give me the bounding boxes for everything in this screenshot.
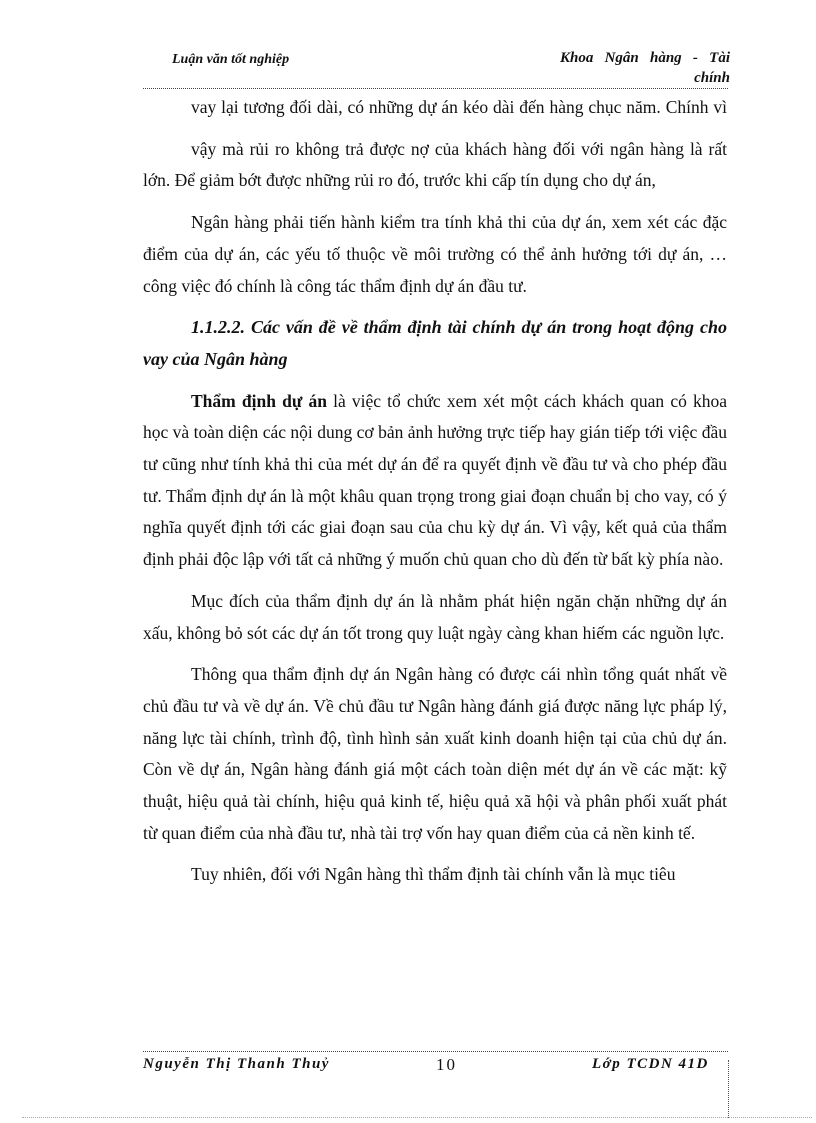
paragraph-7: Tuy nhiên, đối với Ngân hàng thì thẩm định tài chính vẫn là mục tiêu (191, 864, 676, 885)
page-number: 10 (436, 1055, 457, 1074)
header-right-title (560, 48, 730, 88)
paragraph-2: vậy mà rủi ro không trả được nợ của khách hàng đối với ngân hàng là rất lớn. Để giảm bớt được những rủi ro đó, trước khi cấp tín dụng cho dự án, (143, 138, 727, 191)
document-body (143, 92, 727, 891)
header-left-title: Luận văn tốt nghiệp (172, 52, 290, 67)
page-bottom-border (22, 1117, 812, 1118)
footer-class: Lớp TCDN 41D (592, 1056, 709, 1072)
footer-divider (143, 1051, 728, 1052)
paragraph-3: Ngân hàng phải tiến hành kiểm tra tính khả thi của dự án, xem xét các đặc điểm của dự án, các yếu tố thuộc về môi trường có thể ảnh hưởng tới dự án, … công việc đó chính là công tác thẩm định dự án đầu tư. (143, 212, 727, 296)
paragraph-6: Thông qua thẩm định dự án Ngân hàng có được cái nhìn tổng quát nhất về chủ đầu tư và về dự án. Về chủ đầu tư Ngân hàng đánh giá được năng lực pháp lý, năng lực tài chính, trình độ, tình hình sản xuất kinh doanh hiện tại của chủ dự án. Còn về dự án, Ngân hàng đánh giá một cách toàn diện mét dự án về các mặt: kỹ thuật, hiệu quả tài chính, hiệu quả kinh tế, hiệu quả xã hội và phân phối xuất phát từ quan điểm của nhà đầu tư, nhà tài trợ vốn hay quan điểm của cả nền kinh tế. (143, 664, 727, 843)
paragraph-4 (143, 386, 727, 576)
paragraph-5: Mục đích của thẩm định dự án là nhằm phát hiện ngăn chặn những dự án xấu, không bỏ sót các dự án tốt trong quy luật ngày càng khan hiếm các nguồn lực. (143, 590, 727, 643)
footer-author: Nguyễn Thị Thanh Thuỷ (143, 1056, 330, 1072)
section-heading: 1.1.2.2. Các vấn đề về thẩm định tài chính dự án trong hoạt động cho vay của Ngân hàng (143, 317, 727, 369)
header-right-line1: Khoa Ngân hàng - Tài (560, 50, 730, 66)
paragraph-4-text: là việc tổ chức xem xét một cách khách quan có khoa học và toàn diện các nội dung cơ bản ảnh hưởng trực tiếp hay gián tiếp tới việc đầu tư cũng như tính khả thi của mét dự án để ra quyết định về đầu tư và cho phép đầu tư. Thẩm định dự án là một khâu quan trọng trong giai đoạn chuẩn bị cho vay, có ý nghĩa quyết định tới các giai đoạn sau của chu kỳ dự án. Vì vậy, kết quả của thẩm định phải độc lập với tất cả những ý muốn chủ quan cho dù đến từ bất kỳ phía nào. (143, 390, 727, 570)
header-right-line2: chính (694, 70, 730, 86)
paragraph-1: vay lại tương đối dài, có những dự án kéo dài đến hàng chục năm. Chính vì (191, 97, 727, 117)
page-corner-vertical-line (728, 1060, 729, 1118)
header-divider (143, 88, 728, 89)
term-bold: Thẩm định dự án (191, 390, 327, 411)
